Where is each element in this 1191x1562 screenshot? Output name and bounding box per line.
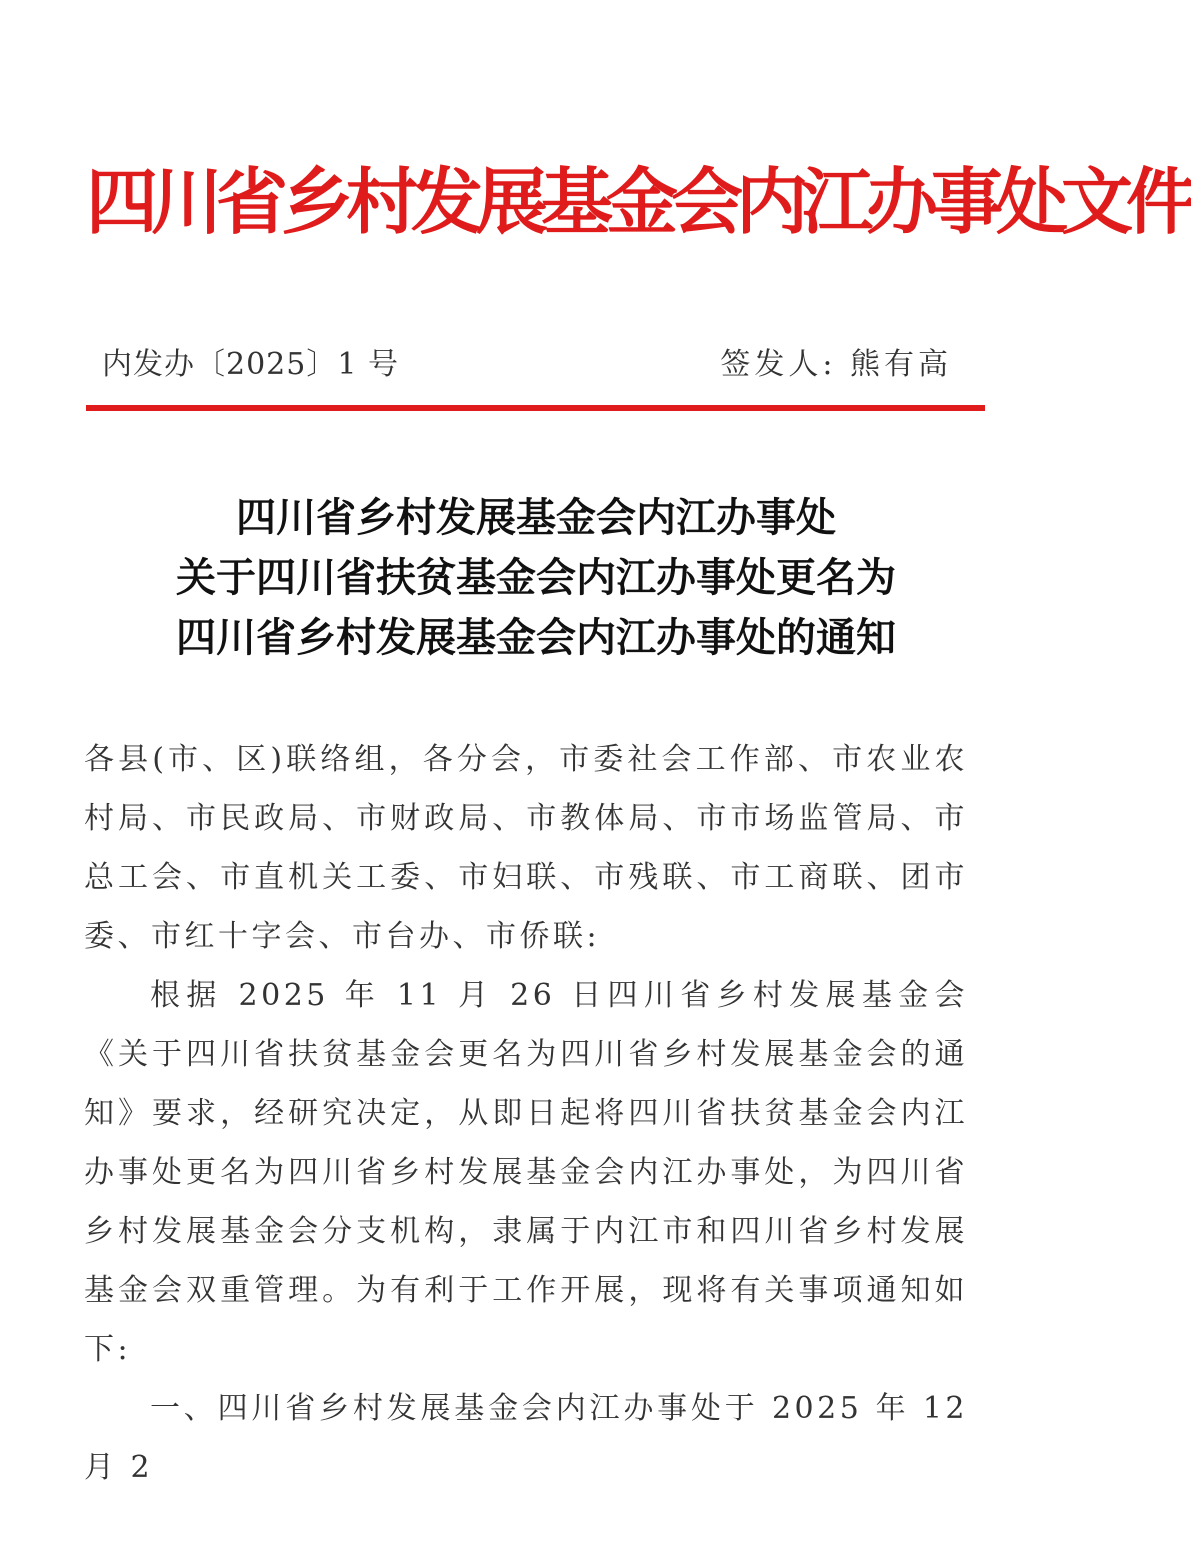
document-number: 内发办〔2025〕1 号	[102, 347, 399, 382]
title-line-2: 关于四川省扶贫基金会内江办事处更名为	[176, 555, 896, 601]
document-title	[86, 488, 986, 668]
document-masthead: 四川省乡村发展基金会内江办事处文件	[86, 159, 1191, 244]
body-item-1: 一、四川省乡村发展基金会内江办事处于 2025 年 12 月 2	[84, 1391, 968, 1485]
addressees: 各县(市、区)联络组，各分会，市委社会工作部、市农业农村局、市民政局、市财政局、市教体局、市市场监管局、市总工会、市直机关工委、市妇联、市残联、市工商联、团市委、市红十字会、市台办、市侨联:	[84, 742, 968, 954]
body-paragraph: 根据 2025 年 11 月 26 日四川省乡村发展基金会《关于四川省扶贫基金会更名为四川省乡村发展基金会的通知》要求，经研究决定，从即日起将四川省扶贫基金会内江办事处更名为四川省乡村发展基金会内江办事处，为四川省乡村发展基金会分支机构，隶属于内江市和四川省乡村发展基金会双重管理。为有利于工作开展，现将有关事项通知如下:	[84, 978, 968, 1367]
title-line-3: 四川省乡村发展基金会内江办事处的通知	[176, 615, 896, 661]
document-body	[84, 730, 968, 1497]
red-divider	[86, 405, 985, 411]
title-line-1: 四川省乡村发展基金会内江办事处	[236, 495, 836, 541]
signer: 签发人: 熊有高	[720, 347, 952, 382]
